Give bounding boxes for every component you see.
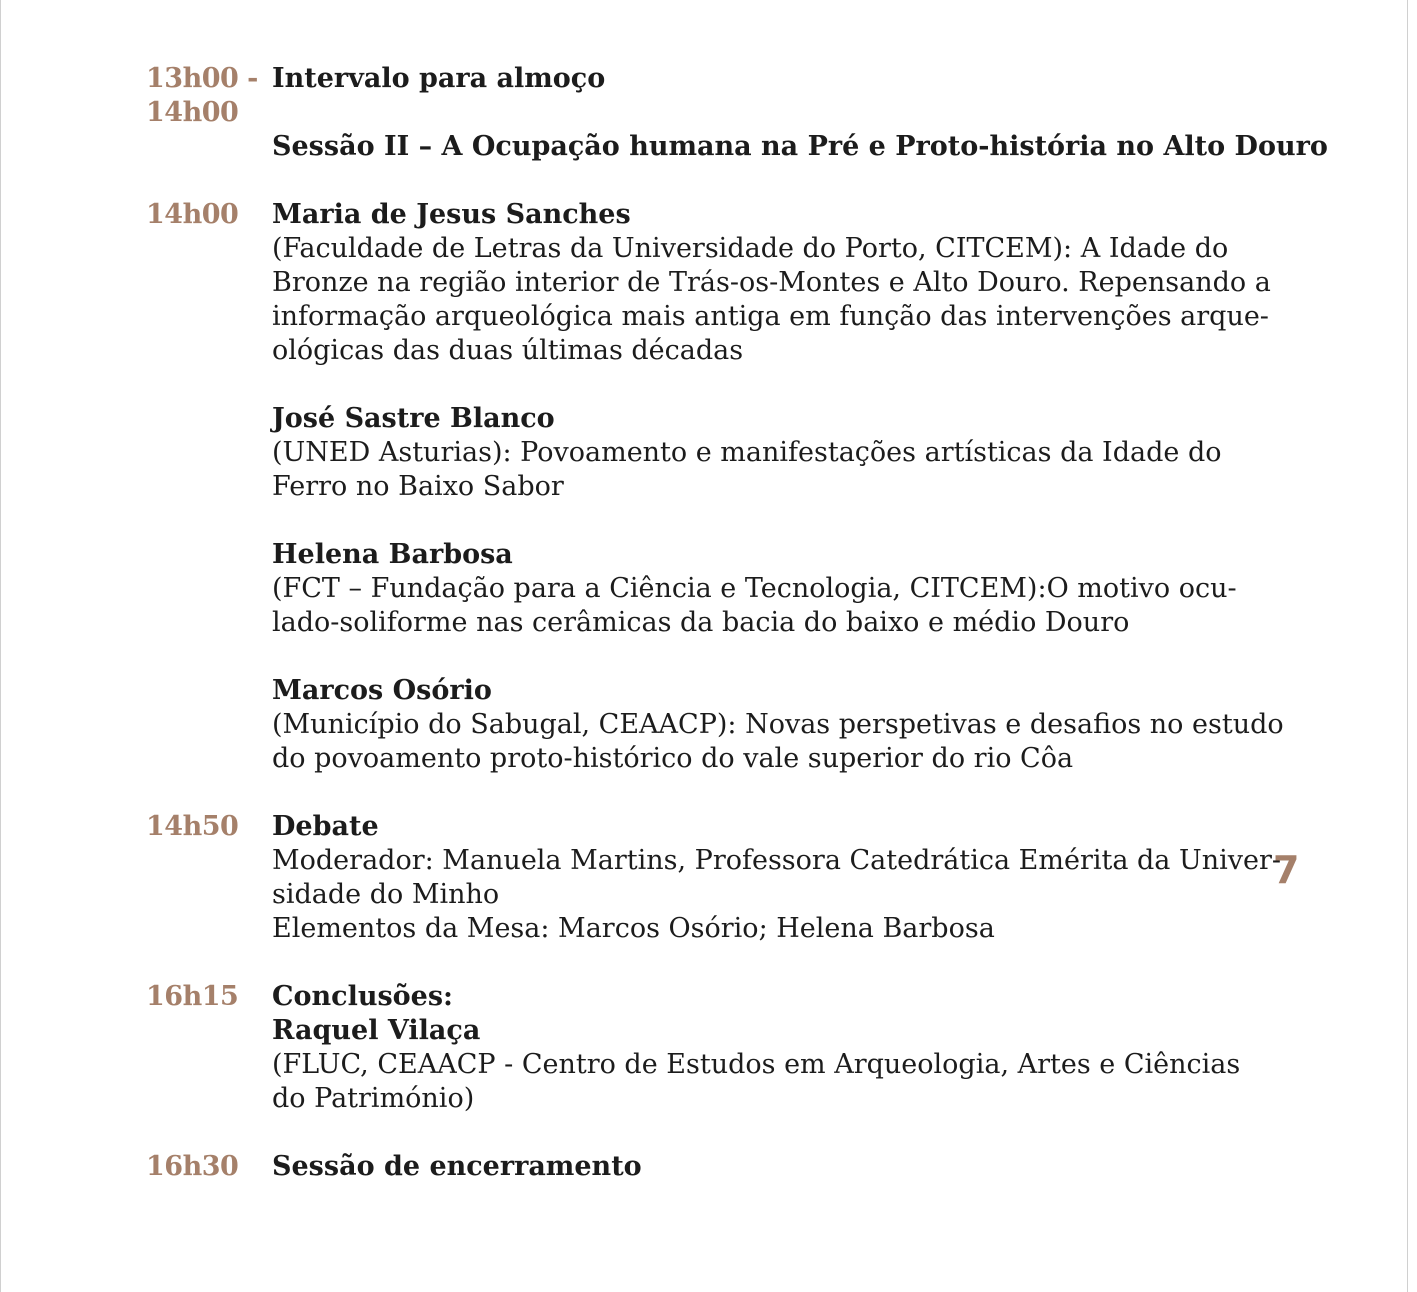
schedule-entry-conclusions [146, 980, 1241, 1116]
talk-line: do povoamento proto-histórico do vale superior do rio Côa [272, 743, 1074, 774]
debate-line: Moderador: Manuela Martins, Professora Catedrática Emérita da Univer- [272, 845, 1282, 876]
talk-item [272, 402, 1222, 504]
time-start: 13h00 - [146, 63, 258, 94]
schedule-entry-talks [146, 198, 1284, 776]
entry-time: 16h30 [146, 1151, 239, 1182]
speaker-name: Marcos Osório [272, 675, 492, 706]
entry-content [272, 810, 1282, 946]
entry-content [272, 62, 1328, 164]
conclusions-line: (FLUC, CEAACP - Centro de Estudos em Arqueologia, Artes e Ciências [272, 1049, 1241, 1080]
closing-title: Sessão de encerramento [272, 1151, 642, 1182]
entry-time: 16h15 [146, 981, 239, 1012]
schedule-entry-debate [146, 810, 1282, 946]
talk-line: (Faculdade de Letras da Universidade do Porto, CITCEM): A Idade do [272, 233, 1229, 264]
entry-content [272, 198, 1284, 776]
lunch-title: Intervalo para almoço [272, 63, 606, 94]
spacer [272, 96, 1206, 130]
conclusions-line: do Património) [272, 1083, 475, 1114]
entry-time [146, 62, 272, 164]
talk-line: Bronze na região interior de Trás-os-Montes e Alto Douro. Repensando a [272, 267, 1271, 298]
schedule-entry-closing [146, 1150, 1206, 1184]
debate-line: sidade do Minho [272, 879, 500, 910]
speaker-name: José Sastre Blanco [272, 403, 555, 434]
debate-line: Elementos da Mesa: Marcos Osório; Helena Barbosa [272, 913, 995, 944]
talk-line: informação arqueológica mais antiga em função das intervenções arque- [272, 301, 1269, 332]
entry-content [272, 980, 1241, 1116]
time-end: 14h00 [146, 97, 239, 128]
entry-time: 14h50 [146, 811, 239, 842]
speaker-name: Helena Barbosa [272, 539, 513, 570]
entry-content [272, 1150, 1206, 1184]
program-schedule [146, 62, 1328, 1218]
talk-item [272, 198, 1271, 368]
talk-line: (FCT – Fundação para a Ciência e Tecnologia, CITCEM):O motivo ocu- [272, 573, 1237, 604]
talk-item [272, 538, 1237, 640]
entry-time: 14h00 [146, 199, 239, 230]
talk-line: Ferro no Baixo Sabor [272, 471, 564, 502]
debate-title: Debate [272, 811, 379, 842]
talk-line: (Município do Sabugal, CEAACP): Novas perspetivas e desafios no estudo [272, 709, 1284, 740]
talk-line: ológicas das duas últimas décadas [272, 335, 744, 366]
talk-line: lado-soliforme nas cerâmicas da bacia do baixo e médio Douro [272, 607, 1130, 638]
conclusions-title: Conclusões: [272, 981, 454, 1012]
talk-line: (UNED Asturias): Povoamento e manifestações artísticas da Idade do [272, 437, 1222, 468]
speaker-name: Raquel Vilaça [272, 1015, 481, 1046]
schedule-entry-lunch [146, 62, 1328, 164]
session-title: Sessão II – A Ocupação humana na Pré e Proto-história no Alto Douro [272, 131, 1328, 162]
talk-item [272, 674, 1284, 776]
page-number: 7 [1273, 848, 1300, 892]
speaker-name: Maria de Jesus Sanches [272, 199, 631, 230]
